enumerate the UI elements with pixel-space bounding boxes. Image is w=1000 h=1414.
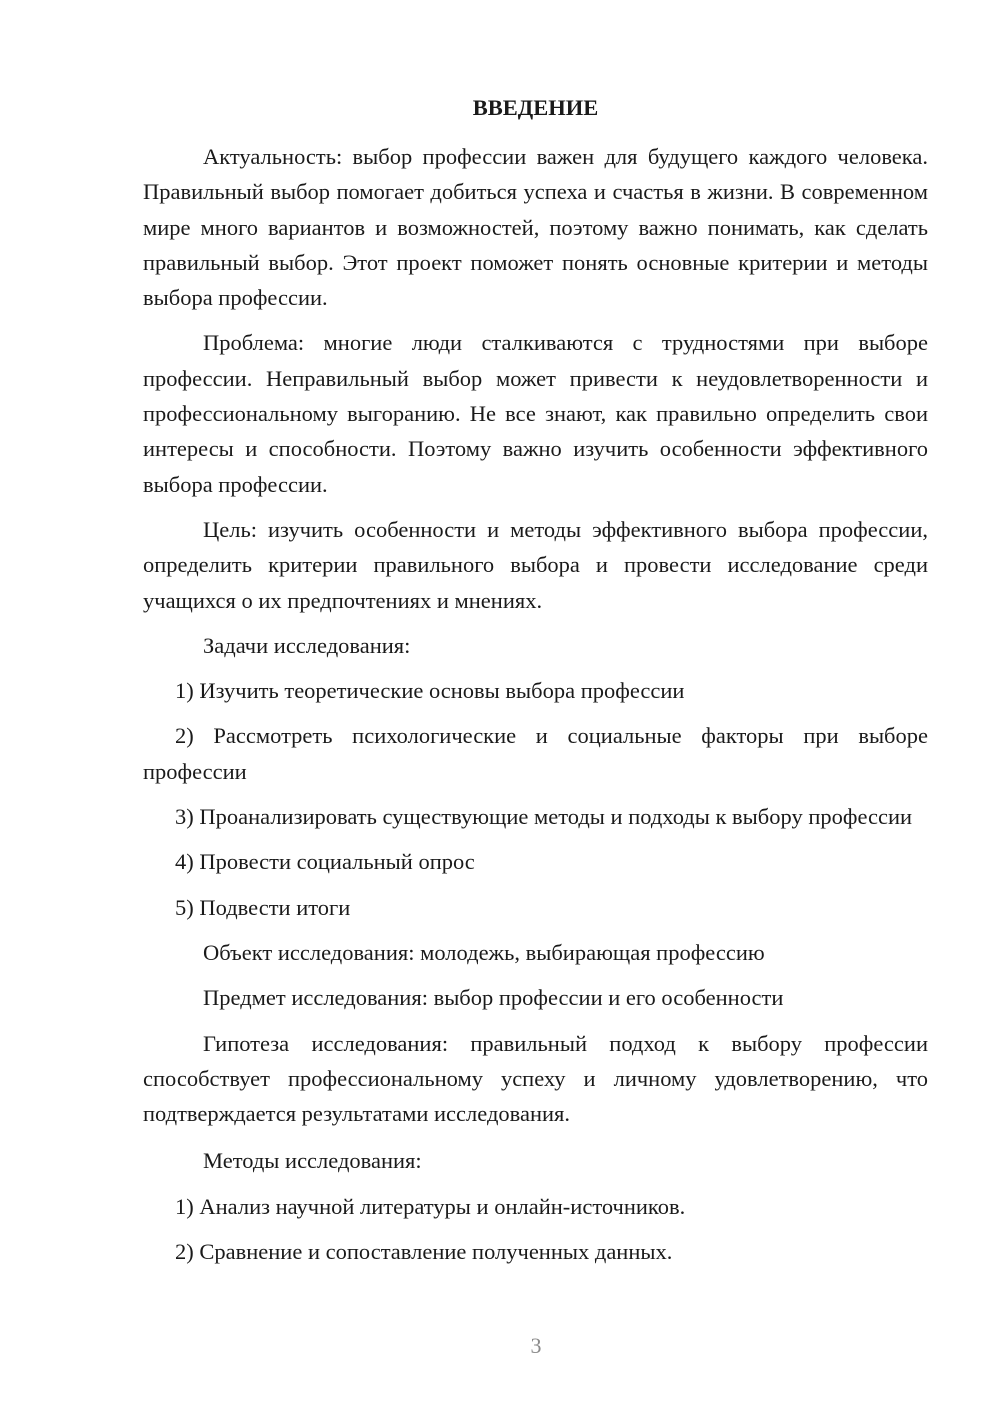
methods-heading: Методы исследования:	[203, 1148, 422, 1174]
page-number: 3	[530, 1333, 542, 1358]
object-paragraph: Объект исследования: молодежь, выбирающая профессию	[203, 939, 765, 965]
problem-paragraph: Проблема: многие люди сталкиваются с трудностями при выборе профессии. Неправильный выбор может привести к неудовлетворенности и профессиональному выгоранию. Не все знают, как правильно определить свои интересы и способности. Поэтому важно изучить особенности эффективного выбора профессии.	[143, 330, 928, 497]
method-item: 1) Анализ научной литературы и онлайн-источников.	[175, 1193, 686, 1219]
relevance-paragraph: Актуальность: выбор профессии важен для будущего каждого человека. Правильный выбор помогает добиться успеха и счастья в жизни. В современном мире много вариантов и возможностей, поэтому важно понимать, как сделать правильный выбор. Этот проект поможет понять основные критерии и методы выбора профессии.	[143, 144, 928, 311]
subject-paragraph: Предмет исследования: выбор профессии и его особенности	[203, 985, 784, 1011]
task-item: 5) Подвести итоги	[175, 894, 351, 920]
document-page	[143, 90, 928, 1269]
task-item: 2) Рассмотреть психологические и социальные факторы при выборе профессии	[143, 723, 928, 784]
goal-paragraph: Цель: изучить особенности и методы эффективного выбора профессии, определить критерии правильного выбора и провести исследование среди учащихся о их предпочтениях и мнениях.	[143, 516, 928, 613]
section-title: ВВЕДЕНИЕ	[472, 95, 599, 120]
task-item: 3) Проанализировать существующие методы и подходы к выбору профессии	[175, 804, 913, 830]
tasks-heading: Задачи исследования:	[203, 632, 411, 658]
task-item: 1) Изучить теоретические основы выбора профессии	[175, 678, 685, 704]
hypothesis-paragraph: Гипотеза исследования: правильный подход к выбору профессии способствует профессиональному успеху и личному удовлетворению, что подтверждается результатами исследования.	[143, 1030, 928, 1127]
method-item: 2) Сравнение и сопоставление полученных данных.	[175, 1239, 673, 1265]
task-item: 4) Провести социальный опрос	[175, 849, 475, 875]
